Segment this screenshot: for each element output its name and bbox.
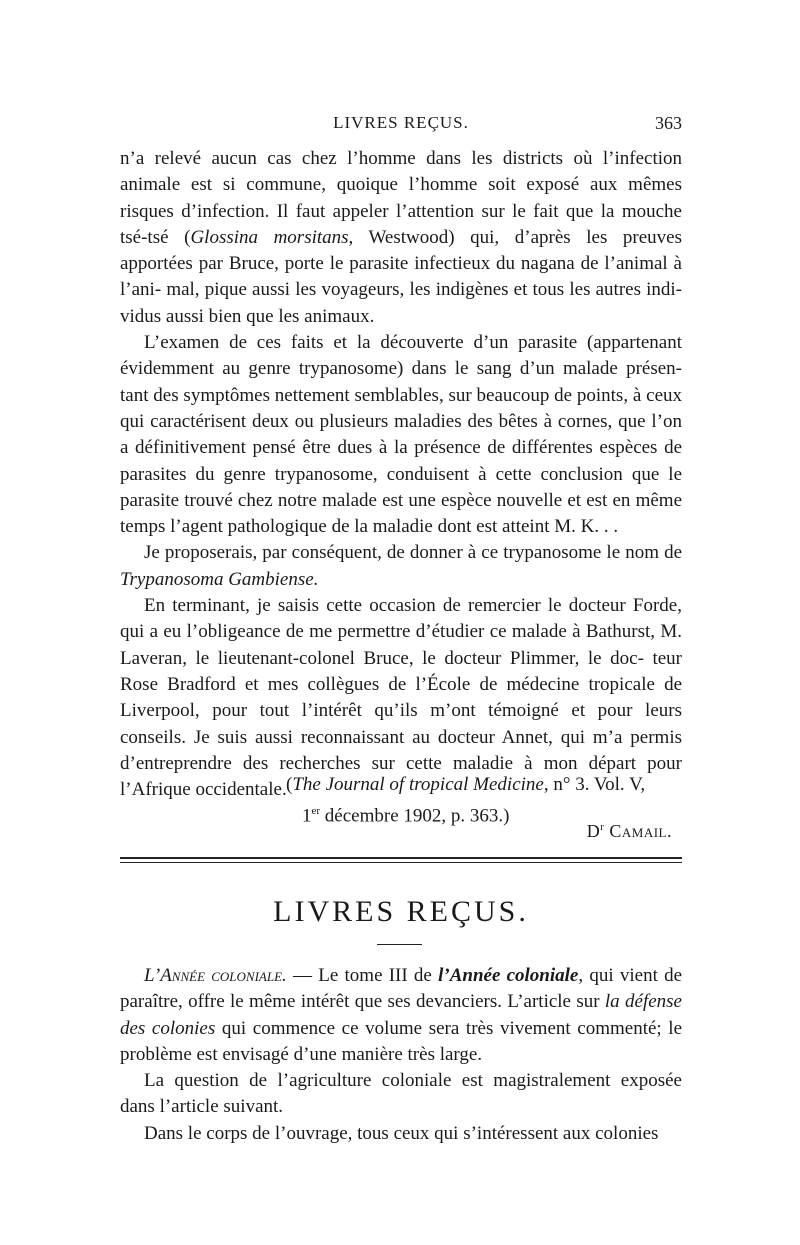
text-line: animale est si commune, quoique l’homme soit exposé aux mêmes [120,174,682,196]
text-line: de [664,542,683,564]
title-underline [377,944,422,945]
paragraph-3 [120,540,682,593]
paragraph-1 [120,146,682,330]
review-paragraph-3: Dans le corps de l’ouvrage, tous ceux qui s’intéressent aux colonies [144,1122,659,1144]
text-line: qui a eu l’obligeance de me permettre d’étudier ce malade à Bathurst, [120,621,655,643]
species-name: Glossina morsitans [190,226,349,248]
citation-volume: , n° 3. Vol. V, [543,774,646,795]
text-run: qui commence ce volume sera très vivement commenté; le problème est envisagé d’une manière très large. [120,1017,682,1065]
running-head [120,113,682,139]
book-title: l’Année coloniale [438,965,579,986]
signature-title-sup: r [600,821,605,833]
species-name: Trypanosoma Gambiense. [120,568,319,590]
text-line: cette conclusion que le parasite trouvé chez notre malade est une [120,463,683,511]
journal-title: The Journal of tropical Medicine [292,774,544,795]
text-line: évidemment au genre trypanosome) dans le sang d’un malade présen- [120,358,682,380]
text-line: d’entreprendre des recherches sur cette maladie à mon départ pour [120,752,682,774]
signature-name: Camail. [604,821,672,841]
citation-date: décembre 1902, p. 363.) [320,805,510,827]
section-title: LIVRES REÇUS. [273,895,529,928]
paragraph-2 [120,330,682,540]
text-line: mal, pique aussi les voyageurs, les indigènes et tous les autres indi- [166,279,683,301]
text-line: Je proposerais, par conséquent, de donner à ce trypanosome le nom [144,542,659,564]
citation-paren: ( [286,774,293,795]
text-line: conseils. Je suis aussi reconnaissant au docteur Annet, qui m’a permis [120,726,682,748]
text-line: En terminant, je saisis cette occasion de remercier le docteur Forde, [144,595,682,617]
section-divider [120,857,682,859]
text-line: par Bruce, porte le parasite infectieux du nagana de l’animal à l’ani- [120,253,682,301]
article-body [120,146,682,803]
text-line: maladie dont est atteint M. K. . . [372,516,619,538]
text-line: , Westwood) qui, d’après les preuves apportées [120,226,683,275]
text-line: M. Laveran, le lieutenant-colonel Bruce, le docteur Plimmer, le doc- [120,621,682,669]
author-signature [587,821,672,842]
text-line: de Liverpool, pour tout l’intérêt qu’ils m’ont témoigné et pour leurs [120,673,683,722]
text-line: teur Rose Bradford et mes collègues de l’École de médecine tropicale [120,647,682,695]
citation-line-1 [286,771,645,798]
review-lead: L’Année coloniale. [144,965,287,986]
text-line: tant des symptômes nettement semblables, sur beaucoup de points, [120,384,629,406]
text-line: à ceux qui caractérisent deux ou plusieurs maladies des bêtes à [120,384,682,432]
citation-day: 1 [302,805,312,827]
page-number: 363 [655,113,682,133]
article-title: la défense des colonies [120,991,682,1039]
text-line: espèce nouvelle et est en même temps l’agent pathologique de la [120,489,683,538]
text-run: — Le tome III de [286,965,439,986]
text-line: tsé-tsé ( [120,226,191,248]
text-line: différentes espèces de parasites du genre trypanosome, conduisent à [120,437,683,485]
text-line: L’examen de ces faits et la découverte d’un parasite (appartenant [144,332,682,354]
section-divider-thin [120,862,682,863]
text-line: risques d’infection. Il faut appeler l’attention sur le fait que la mouche [120,200,682,222]
review-body [120,963,682,1147]
running-title: LIVRES REÇUS. [333,113,469,132]
text-line: vidus aussi bien que les animaux. [120,305,375,327]
text-line: l’Afrique occidentale. [120,779,287,801]
text-line: cornes, que l’on a définitivement pensé être dues à la présence de [120,410,683,459]
text-run: , qui vient de paraître, offre le même intérêt que ses devanciers. L’article sur [120,965,683,1013]
review-paragraph-2: La question de l’agriculture coloniale est magistralement exposée dans l’article suivant. [120,1070,682,1118]
text-line: n’a relevé aucun cas chez l’homme dans les districts où l’infection [120,148,682,169]
citation-day-sup: er [311,805,321,817]
review-paragraph-1 [120,963,682,1068]
signature-title: D [586,821,601,841]
